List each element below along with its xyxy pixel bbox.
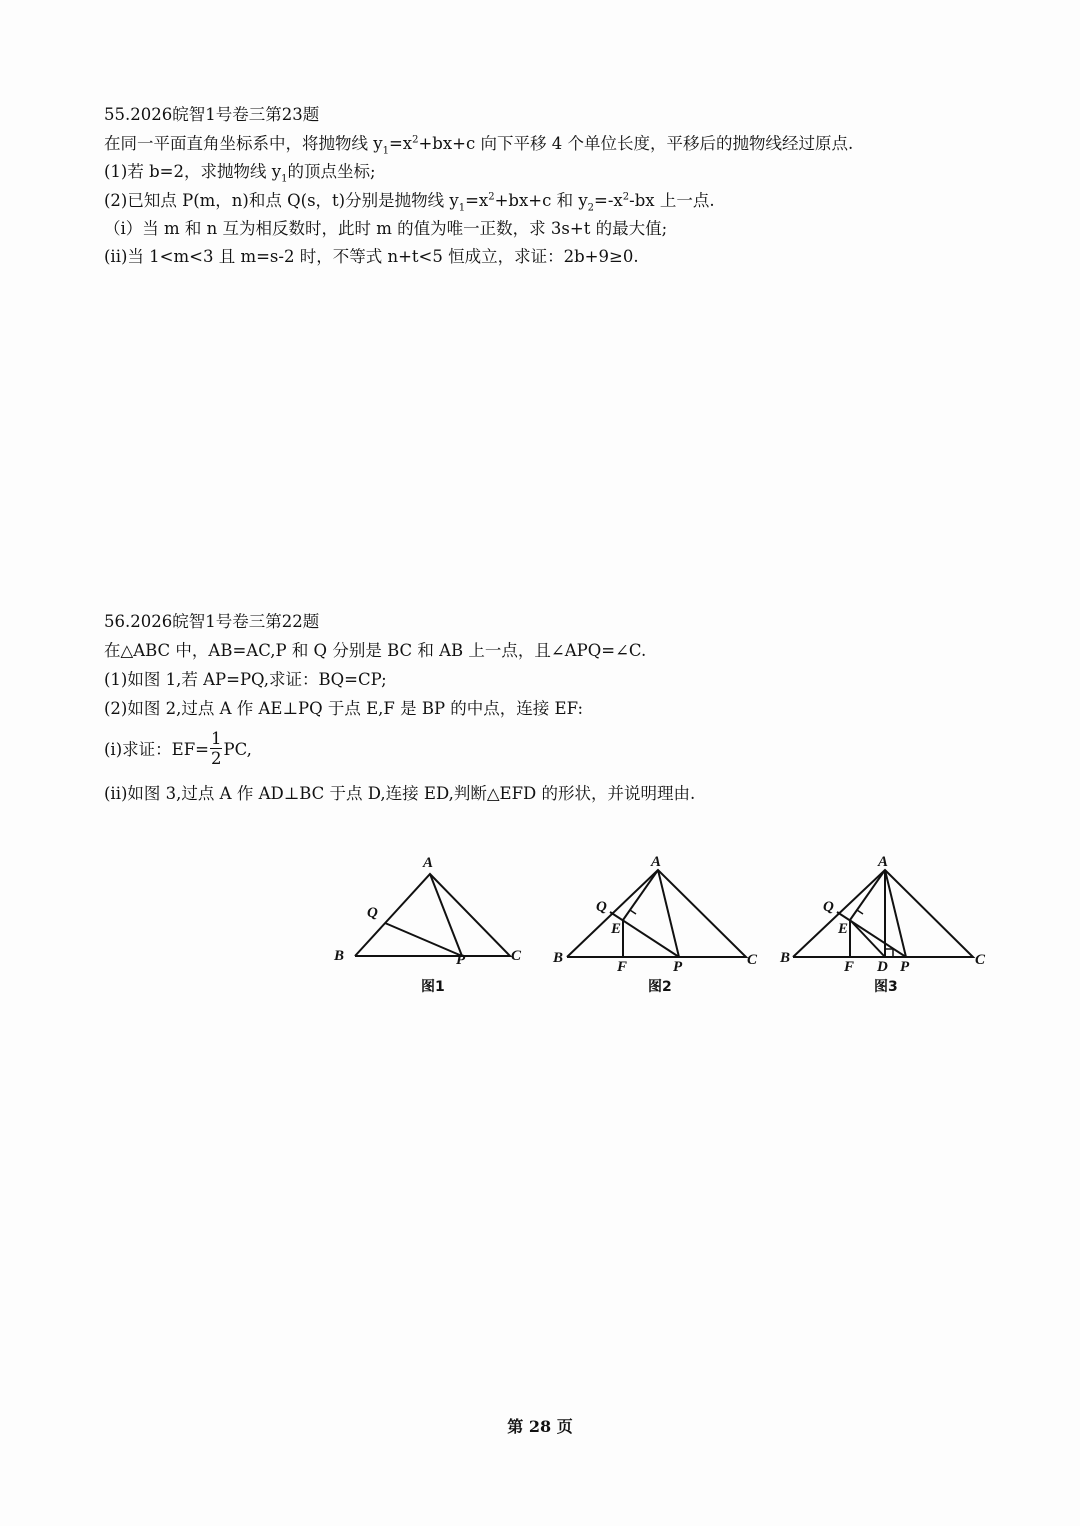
fig3-label-b: B [780,950,791,966]
fig3-label-d: D [877,959,888,975]
fig2-ap [658,870,679,957]
fig3-label-c: C [975,952,986,968]
problem-55-header: 55.2026皖智1号卷三第23题 [104,105,320,124]
problem-56-part-1: (1)如图 1,若 AP=PQ,求证：BQ=CP; [104,670,387,689]
problem-55-part-2: (2)已知点 P(m，n)和点 Q(s，t)分别是抛物线 $y_1=x^2+bx+c$ 和 $y_2=-x^2-bx$ 上一点. [104,191,715,214]
figure-1-lines [355,874,510,956]
fig2-triangle [567,870,746,957]
problem-55-stem: 在同一平面直角坐标系中，将抛物线 $y_1=x^2+bx+c$ 向下平移 4 个单位长度，平移后的抛物线经过原点. [104,134,854,157]
problem-56-part-2: (2)如图 2,过点 A 作 AE⊥PQ 于点 E,F 是 BP 的中点，连接 EF: [104,699,584,718]
figure-3-lines [793,870,973,957]
fig3-right-angle-e [852,910,863,917]
figures [325,850,995,1004]
problem-56-part-2-i: (i)求证：EF= $\frac{1}{2}$ PC, [104,729,252,768]
fraction-one-half: $\frac{1}{2}$ [210,729,222,768]
problem-55-part-1: (1)若 b=2，求抛物线 $y_1$的顶点坐标; [104,162,376,185]
figures-svg [325,850,995,1000]
fig2-right-angle [625,910,636,917]
problem-56-stem: 在△ABC 中，AB=AC,P 和 Q 分别是 BC 和 AB 上一点，且∠APQ=∠C. [104,641,647,660]
fig2-label-q: Q [596,899,607,915]
figure-2-lines [567,870,746,957]
fig1-label-p: P [456,952,466,968]
fig1-label-a: A [423,855,434,871]
fig1-label-q: Q [367,905,378,921]
fig2-label-b: B [553,950,564,966]
problem-55-part-2-ii: (ii)当 1<m<3 且 m=s-2 时，不等式 n+t<5 恒成立，求证：2b+9≥0. [104,247,639,266]
fig3-ed [850,920,885,957]
fig3-triangle [793,870,973,957]
fig2-label-c: C [747,952,758,968]
fig3-label-e: E [838,921,849,937]
fig3-right-angle-d [885,949,893,957]
problem-55-part-2-i: （i）当 m 和 n 互为相反数时，此时 m 的值为唯一正数，求 3s+t 的最大值; [104,219,668,238]
fig3-label-f: F [844,959,855,975]
fig3-ap [885,870,906,957]
fig2-label-p: P [673,959,683,975]
fig3-label-q: Q [823,899,834,915]
fig3-caption: 图3 [874,979,898,995]
page-number: 第 28 页 [507,1417,573,1436]
fig2-label-f: F [617,959,628,975]
fig2-label-e: E [611,921,622,937]
fig3-label-p: P [900,959,910,975]
fig2-caption: 图2 [648,979,672,995]
fig1-label-b: B [334,948,345,964]
fig3-label-a: A [878,854,889,870]
problem-56-header: 56.2026皖智1号卷三第22题 [104,612,320,631]
fig1-caption: 图1 [421,979,445,995]
fig2-label-a: A [651,854,662,870]
problem-56-part-2-ii: (ii)如图 3,过点 A 作 AD⊥BC 于点 D,连接 ED,判断△EFD 的形状，并说明理由. [104,784,696,803]
fig1-label-c: C [511,948,522,964]
